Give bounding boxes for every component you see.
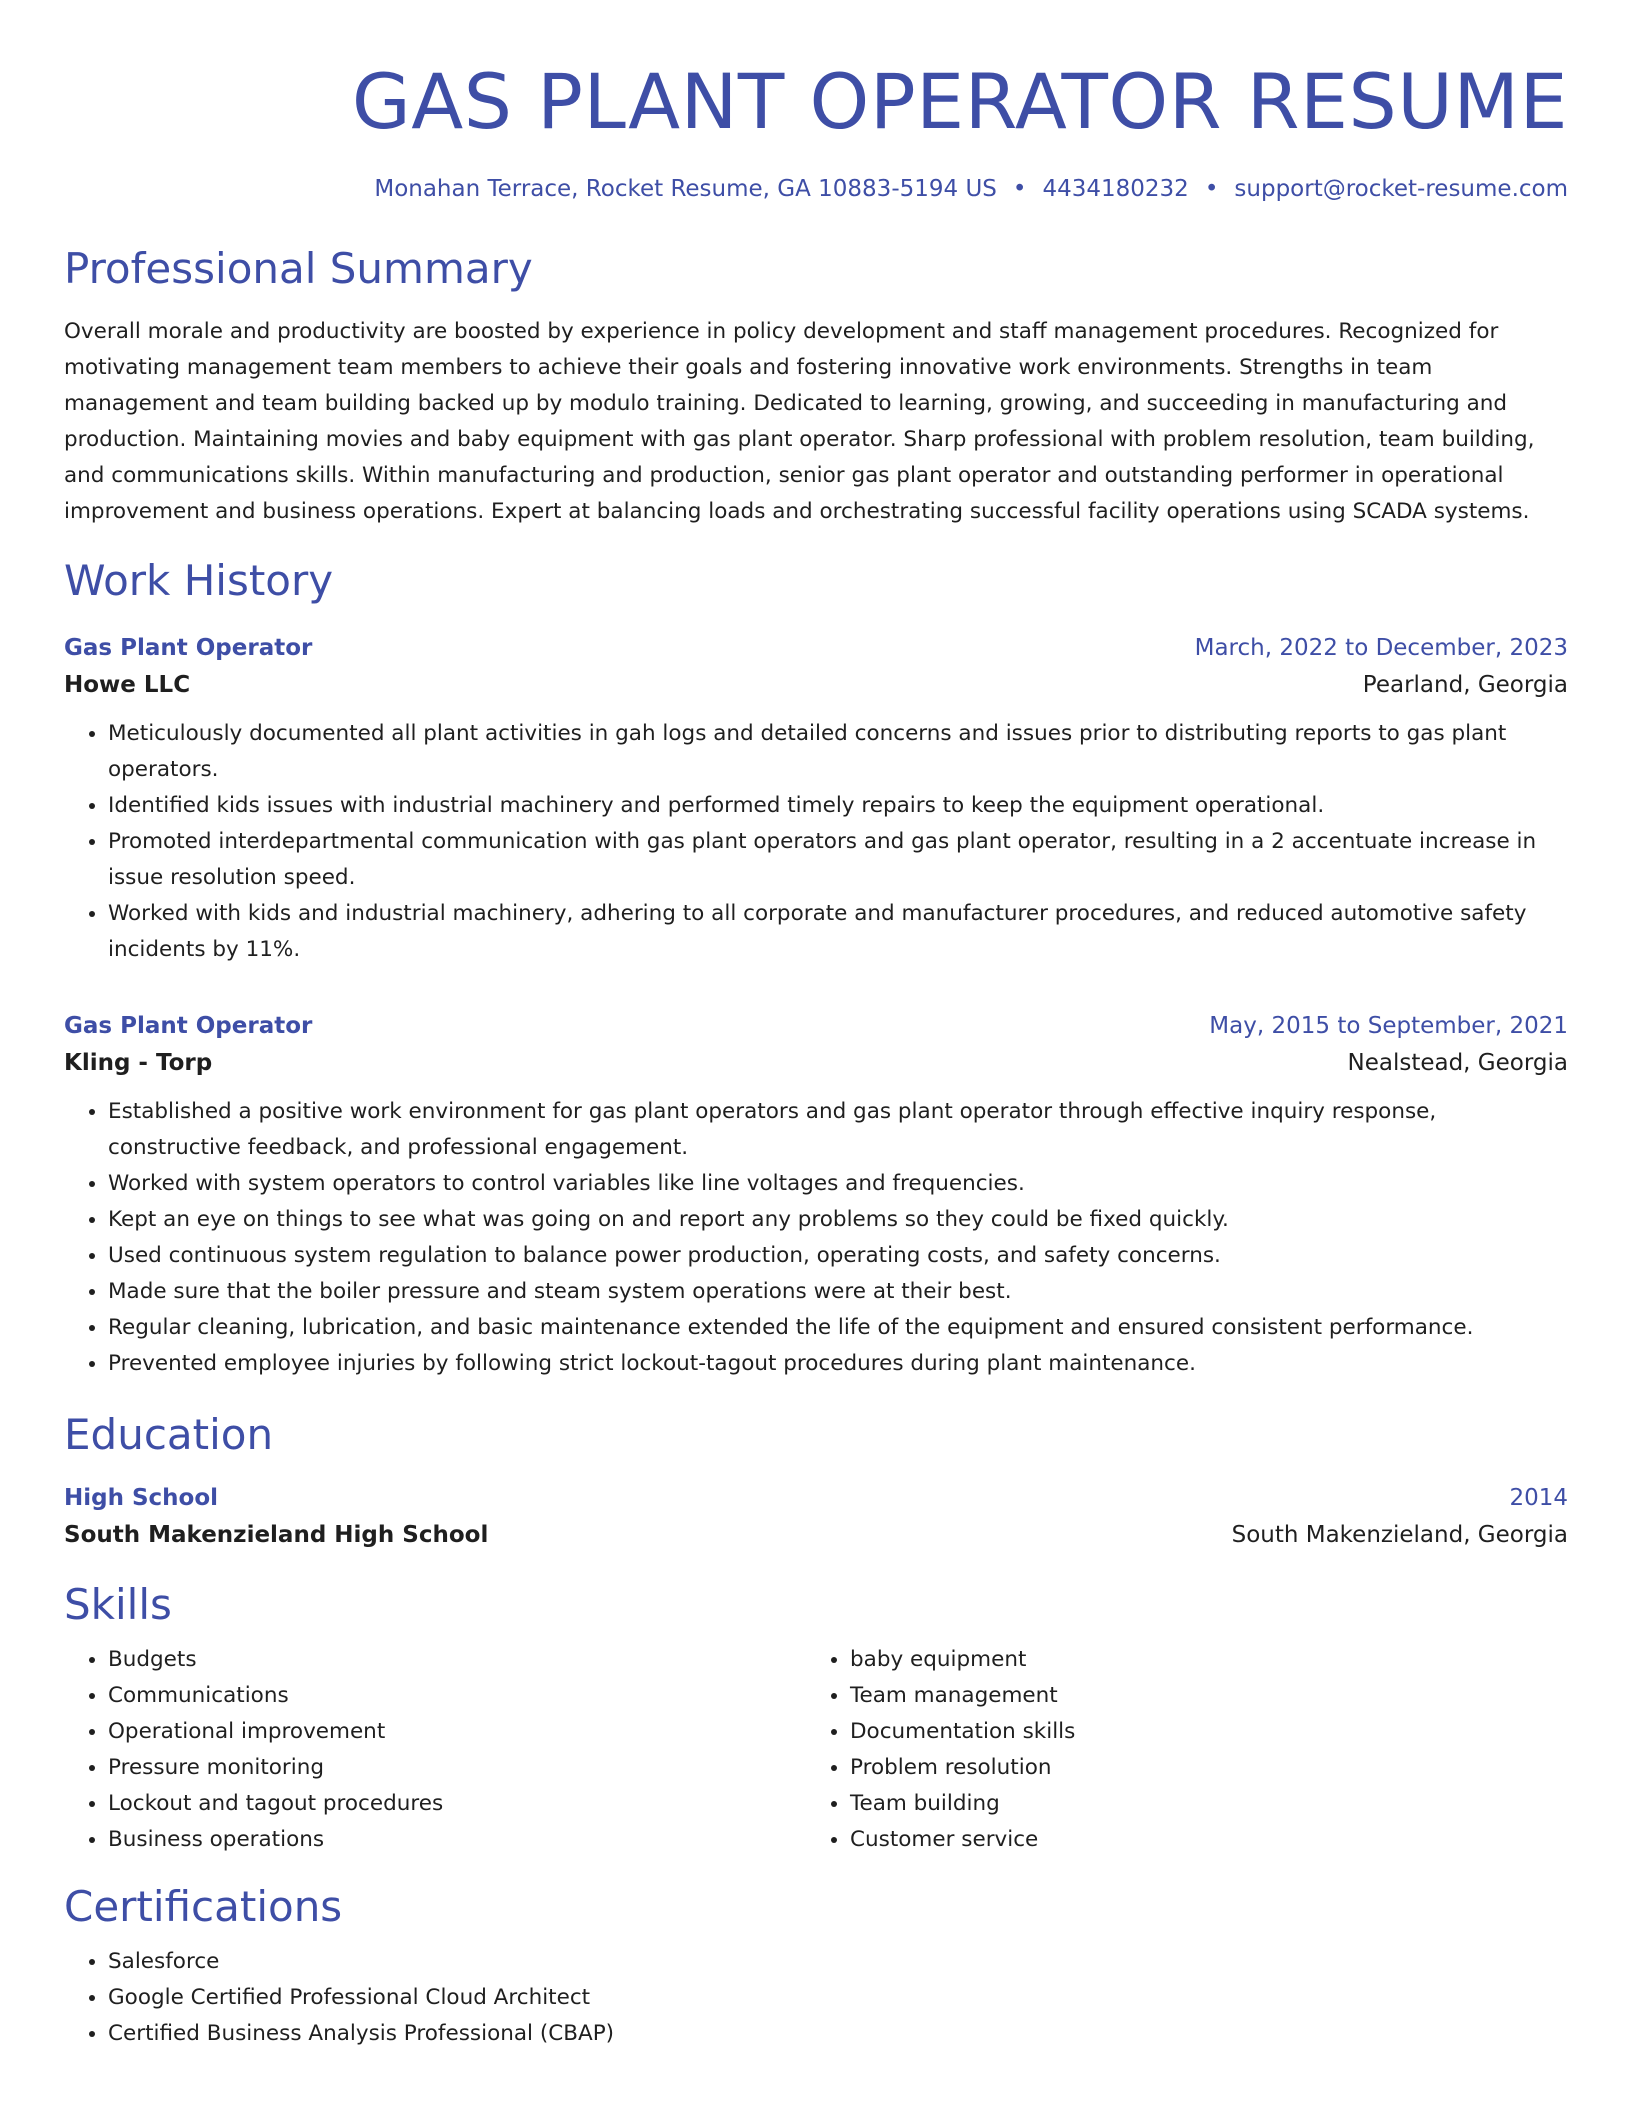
certification-item: • Google Certified Professional Cloud Architect	[108, 1980, 1568, 2016]
contact-address: Monahan Terrace, Rocket Resume, GA 10883-5194 US	[374, 176, 997, 202]
skill-item: • Budgets	[108, 1642, 806, 1678]
certifications-list	[64, 1944, 1568, 2052]
skill-item: • Operational improvement	[108, 1714, 806, 1750]
certifications-heading: Certifications	[64, 1882, 343, 1931]
skill-item: • Problem resolution	[850, 1750, 1548, 1786]
skill-item: • Team management	[850, 1678, 1548, 1714]
resume-page	[64, 0, 1568, 2052]
certification-item: • Salesforce	[108, 1944, 1568, 1980]
education-entry	[64, 1480, 1568, 1554]
job-bullet: • Made sure that the boiler pressure and steam system operations were at their best.	[108, 1274, 1568, 1310]
work-history-heading: Work History	[64, 556, 334, 605]
skill-item: • Communications	[108, 1678, 806, 1714]
summary-text: Overall morale and productivity are boosted by experience in policy development and staff management procedures. Recognized for motivating management team members to achieve their goals and fostering innovative work environments. Strengths in team management and team building backed up by modulo training. Dedicated to learning, growing, and succeeding in manufacturing and production. Maintaining movies and baby equipment with gas plant operator. Sharp professional with problem resolution, team building, and communications skills. Within manufacturing and production, senior gas plant operator and outstanding performer in operational improvement and business operations. Expert at balancing loads and orchestrating successful facility operations using SCADA systems.	[64, 319, 1535, 524]
job-location: Pearland, Georgia	[1362, 672, 1568, 698]
education-school: South Makenzieland High School	[64, 1522, 489, 1548]
contact-separator: •	[1204, 176, 1219, 202]
job-bullet: • Worked with kids and industrial machinery, adhering to all corporate and manufacturer procedures, and reduced automotive safety incidents by 11%.	[108, 896, 1568, 968]
job-bullets	[64, 716, 1568, 968]
certification-item: • Certified Business Analysis Professional (CBAP)	[108, 2016, 1568, 2052]
job-subheader	[64, 1044, 1568, 1082]
education-subheader	[64, 1516, 1568, 1554]
job-role: Gas Plant Operator	[64, 1013, 313, 1039]
job-entry	[64, 1008, 1568, 1382]
summary-heading: Professional Summary	[64, 244, 533, 293]
job-location: Nealstead, Georgia	[1347, 1050, 1568, 1076]
job-bullet: • Used continuous system regulation to balance power production, operating costs, and safety concerns.	[108, 1238, 1568, 1274]
job-header	[64, 1008, 1568, 1044]
skills-list-right	[806, 1642, 1548, 1858]
skills-heading: Skills	[64, 1580, 172, 1629]
education-year: 2014	[1509, 1485, 1568, 1511]
job-bullet: • Regular cleaning, lubrication, and basic maintenance extended the life of the equipment and ensured consistent performance.	[108, 1310, 1568, 1346]
job-bullet: • Worked with system operators to control variables like line voltages and frequencies.	[108, 1166, 1568, 1202]
job-bullet: • Kept an eye on things to see what was going on and report any problems so they could be fixed quickly.	[108, 1202, 1568, 1238]
contact-line	[64, 174, 1568, 204]
skills-list-left	[64, 1642, 806, 1858]
job-bullet: • Identified kids issues with industrial machinery and performed timely repairs to keep the equipment operational.	[108, 788, 1568, 824]
contact-separator: •	[1012, 176, 1027, 202]
education-degree: High School	[64, 1485, 219, 1511]
job-bullet: • Promoted interdepartmental communication with gas plant operators and gas plant operator, resulting in a 2 accentuate increase in issue resolution speed.	[108, 824, 1568, 896]
skill-item: • Customer service	[850, 1822, 1548, 1858]
job-header	[64, 630, 1568, 666]
job-bullet: • Established a positive work environment for gas plant operators and gas plant operator through effective inquiry response, constructive feedback, and professional engagement.	[108, 1094, 1568, 1166]
job-role: Gas Plant Operator	[64, 635, 313, 661]
education-header	[64, 1480, 1568, 1516]
job-entry	[64, 630, 1568, 968]
education-location: South Makenzieland, Georgia	[1231, 1522, 1568, 1548]
job-bullet: • Prevented employee injuries by following strict lockout-tagout procedures during plant maintenance.	[108, 1346, 1568, 1382]
education-heading: Education	[64, 1410, 274, 1459]
skill-item: • Documentation skills	[850, 1714, 1548, 1750]
job-dates: May, 2015 to September, 2021	[1209, 1013, 1568, 1039]
skill-item: • Pressure monitoring	[108, 1750, 806, 1786]
skill-item: • Lockout and tagout procedures	[108, 1786, 806, 1822]
job-subheader	[64, 666, 1568, 704]
skill-item: • baby equipment	[850, 1642, 1548, 1678]
job-company: Howe LLC	[64, 672, 191, 698]
resume-title: GAS PLANT OPERATOR RESUME	[351, 57, 1568, 146]
contact-phone: 4434180232	[1042, 176, 1189, 202]
contact-email[interactable]: support@rocket-resume.com	[1234, 176, 1568, 202]
skill-item: • Team building	[850, 1786, 1548, 1822]
skills-columns	[64, 1642, 1568, 1858]
job-company: Kling - Torp	[64, 1050, 213, 1076]
job-dates: March, 2022 to December, 2023	[1194, 635, 1568, 661]
job-bullets	[64, 1094, 1568, 1382]
job-bullet: • Meticulously documented all plant activities in gah logs and detailed concerns and issues prior to distributing reports to gas plant operators.	[108, 716, 1568, 788]
skill-item: • Business operations	[108, 1822, 806, 1858]
